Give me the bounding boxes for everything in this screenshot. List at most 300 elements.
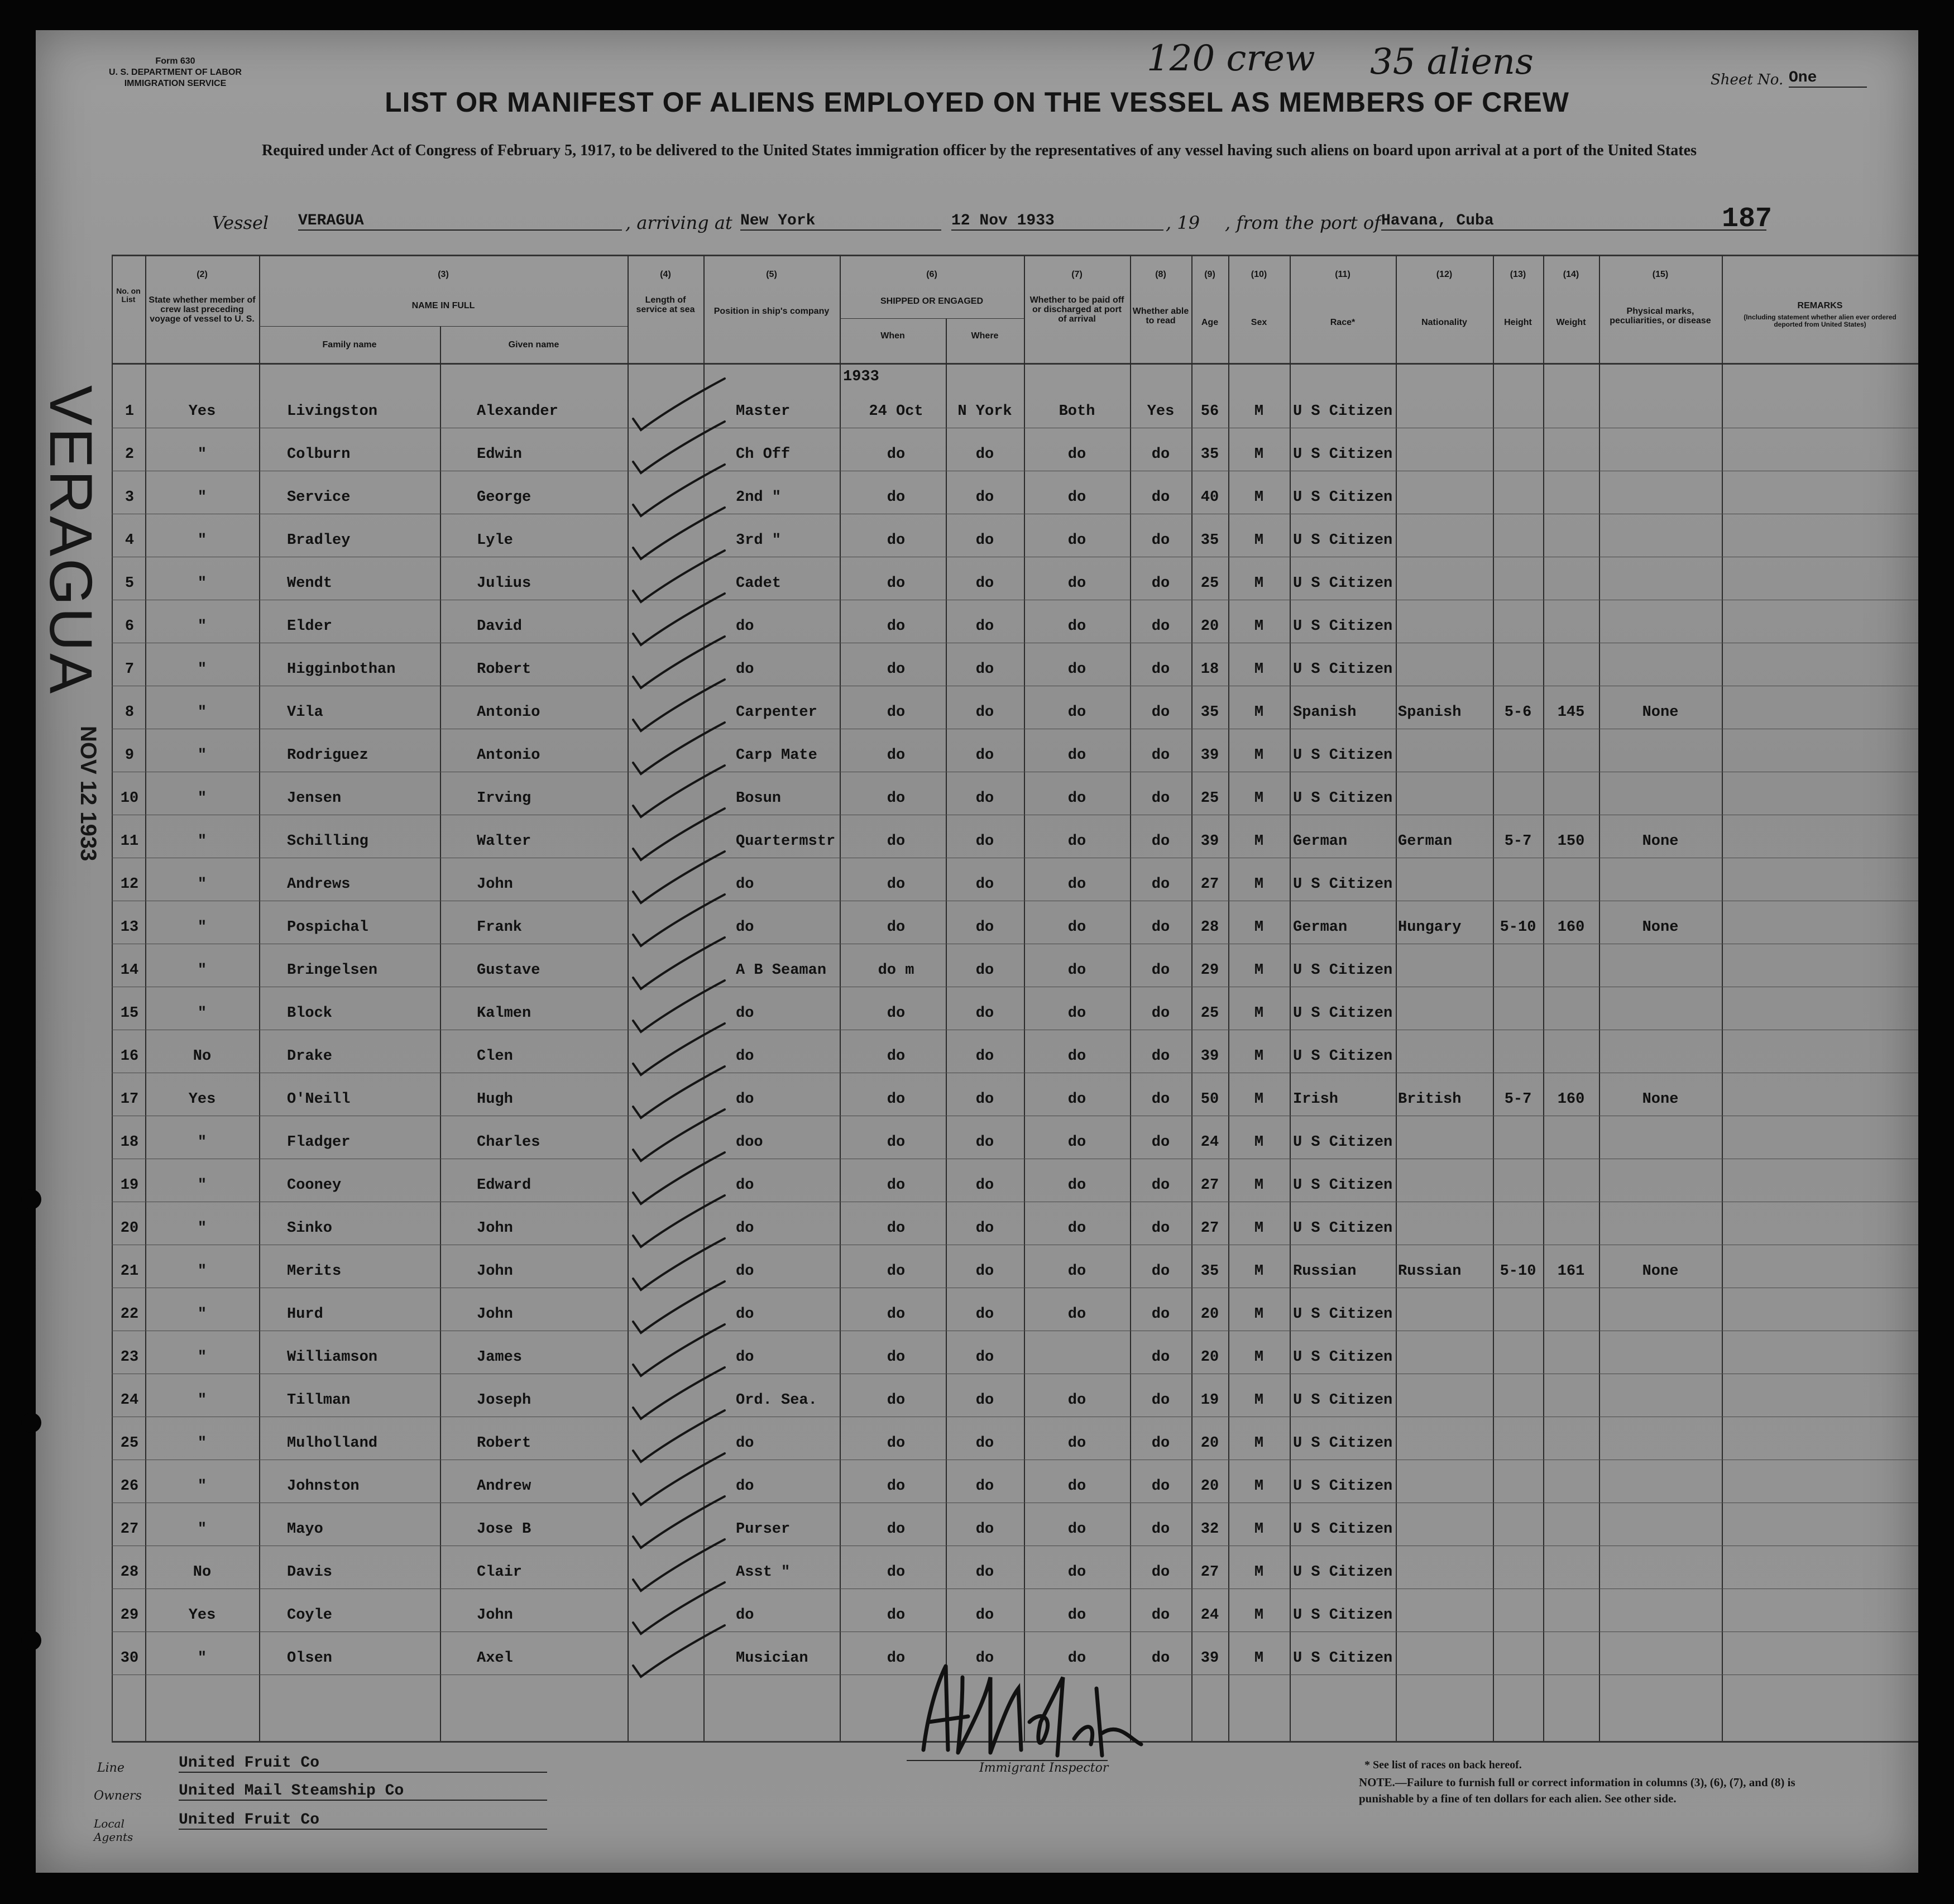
row-number: 13 [120,919,139,936]
line-value: United Fruit Co [179,1754,547,1773]
crew-member-status: " [197,1005,207,1022]
row-number: 10 [120,790,139,807]
row-number: 24 [120,1392,139,1409]
row-number: 16 [120,1048,139,1065]
crew-member-status: " [197,532,207,549]
age: 20 [1200,1306,1219,1323]
age: 24 [1200,1134,1219,1151]
position: do [736,1349,754,1366]
header-shipped-engaged: SHIPPED OR ENGAGED [880,296,984,306]
header-given-name: Given name [508,340,559,350]
able-to-read: do [1151,618,1170,635]
header-list-number: No. on List [116,286,141,304]
paid-off: do [1067,747,1086,764]
race: U S Citizen [1293,1177,1393,1194]
nationality: British [1398,1091,1462,1108]
family-name: Pospichal [287,919,368,936]
paid-off: Both [1059,403,1095,420]
able-to-read: do [1151,1392,1170,1409]
position: Ord. Sea. [736,1392,817,1409]
given-name: Lyle [477,532,513,549]
given-name: Robert [477,661,531,678]
sex: M [1254,790,1264,807]
crew-member-status: " [197,962,207,979]
header-race: Race* [1330,318,1356,327]
handwritten-alien-count: 35 aliens [1370,41,1534,83]
header-col4-number: (4) [660,270,671,279]
header-physical-marks: Physical marks, peculiarities, or disease [1610,307,1711,326]
family-name: Sinko [287,1220,333,1237]
shipped-where: do [975,790,994,807]
weight: 161 [1557,1263,1585,1280]
crew-member-status: " [197,1435,207,1452]
age: 27 [1200,1564,1219,1581]
shipped-when: do [887,1521,906,1538]
given-name: Antonio [477,747,540,764]
physical-marks: None [1642,1091,1679,1108]
shipped-when: do [887,532,906,549]
able-to-read: do [1151,1134,1170,1151]
family-name: Andrews [287,876,351,893]
paid-off: do [1067,661,1086,678]
able-to-read: do [1151,790,1170,807]
able-to-read: do [1151,747,1170,764]
age: 32 [1200,1521,1219,1538]
paid-off: do [1067,833,1086,850]
shipped-where: do [975,1392,994,1409]
shipped-when: do [887,1048,906,1065]
given-name: David [477,618,523,635]
crew-member-status: " [197,1220,207,1237]
position: do [736,1435,754,1452]
race: U S Citizen [1293,1521,1393,1538]
given-name: John [477,1220,513,1237]
sex: M [1254,1048,1264,1065]
given-name: John [477,1306,513,1323]
row-number: 30 [120,1650,139,1667]
family-name: Drake [287,1048,333,1065]
inspector-label: Immigrant Inspector [979,1761,1109,1775]
paid-off: do [1067,575,1086,592]
able-to-read: do [1151,1607,1170,1624]
agents-label: Local Agents [94,1817,133,1844]
shipped-when: do [887,1607,906,1624]
department-label: U. S. DEPARTMENT OF LABOR [109,68,242,77]
able-to-read: do [1151,1478,1170,1495]
able-to-read: do [1151,833,1170,850]
able-to-read: do [1151,661,1170,678]
race: German [1293,833,1348,850]
able-to-read: do [1151,876,1170,893]
given-name: Edwin [477,446,523,463]
nationality: Hungary [1398,919,1462,936]
shipped-where: do [975,833,994,850]
position: Cadet [736,575,782,592]
race: Russian [1293,1263,1357,1280]
paid-off: do [1067,1048,1086,1065]
shipped-where: do [975,1564,994,1581]
given-name: Axel [477,1650,513,1667]
race: U S Citizen [1293,790,1393,807]
able-to-read: do [1151,489,1170,506]
family-name: Mulholland [287,1435,378,1452]
crew-member-status: " [197,704,207,721]
shipped-when: do [887,919,906,936]
position: do [736,1048,754,1065]
header-when: When [880,331,905,341]
page-subtitle: Required under Act of Congress of February 5, 1917, to be delivered to the United States immigration officer by the representatives of any vessel having such aliens on board upon arrival at a port of the United States [262,142,1697,159]
shipped-when: do [887,1478,906,1495]
shipped-when: do [887,1263,906,1280]
able-to-read: do [1151,962,1170,979]
shipped-where: do [975,919,994,936]
paid-off: do [1067,1435,1086,1452]
position: do [736,1263,754,1280]
row-number: 3 [124,489,135,506]
age: 29 [1200,962,1219,979]
age: 24 [1200,1607,1219,1624]
family-name: Tillman [287,1392,351,1409]
shipped-where: do [975,532,994,549]
family-name: Elder [287,618,333,635]
header-weight: Weight [1556,318,1586,327]
given-name: Edward [477,1177,531,1194]
row-number: 21 [120,1263,139,1280]
position: Bosun [736,790,782,807]
shipped-where: do [975,1435,994,1452]
able-to-read: do [1151,1521,1170,1538]
shipped-where: do [975,1521,994,1538]
race: U S Citizen [1293,1306,1393,1323]
age: 25 [1200,790,1219,807]
sex: M [1254,575,1264,592]
race: U S Citizen [1293,1349,1393,1366]
sex: M [1254,876,1264,893]
position: do [736,1177,754,1194]
shipped-where: do [975,1607,994,1624]
sex: M [1254,747,1264,764]
page-title: LIST OR MANIFEST OF ALIENS EMPLOYED ON THE VESSEL AS MEMBERS OF CREW [385,87,1569,118]
given-name: Gustave [477,962,540,979]
header-col13-number: (13) [1510,270,1526,279]
punch-hole [21,1413,41,1433]
family-name: Higginbothan [287,661,396,678]
position: Quartermstr [736,833,836,850]
shipped-where: do [975,1263,994,1280]
shipped-where: do [975,704,994,721]
able-to-read: do [1151,532,1170,549]
age: 27 [1200,876,1219,893]
header-col11-number: (11) [1335,270,1350,279]
family-name: Mayo [287,1521,323,1538]
sex: M [1254,1134,1264,1151]
shipped-when: do [887,489,906,506]
paid-off: do [1067,1564,1086,1581]
physical-marks: None [1642,833,1679,850]
shipped-when: do [887,876,906,893]
row-number: 20 [120,1220,139,1237]
weight: 160 [1557,1091,1585,1108]
race: U S Citizen [1293,876,1393,893]
shipped-when: do [887,1564,906,1581]
given-name: Kalmen [477,1005,531,1022]
sex: M [1254,1607,1264,1624]
shipped-when: do [887,704,906,721]
age: 19 [1200,1392,1219,1409]
family-name: Service [287,489,351,506]
able-to-read: do [1151,1005,1170,1022]
able-to-read: do [1151,1263,1170,1280]
position: Carpenter [736,704,817,721]
family-name: O'Neill [287,1091,351,1108]
height: 5-10 [1500,919,1536,936]
age: 35 [1200,1263,1219,1280]
paid-off: do [1067,1263,1086,1280]
shipped-where: N York [957,403,1012,420]
crew-member-status: " [197,747,207,764]
header-col7-number: (7) [1071,270,1083,279]
age: 39 [1200,833,1219,850]
shipped-when: do [887,833,906,850]
header-length-of-service: Length of service at sea [636,295,695,314]
given-name: Joseph [477,1392,531,1409]
race: U S Citizen [1293,661,1393,678]
sex: M [1254,1220,1264,1237]
nationality: Spanish [1398,704,1462,721]
shipped-where: do [975,446,994,463]
header-height: Height [1504,318,1532,327]
arriving-label: , arriving at [625,212,732,233]
able-to-read: do [1151,1091,1170,1108]
position: doo [736,1134,763,1151]
crew-member-status: " [197,1306,207,1323]
given-name: John [477,1263,513,1280]
header-able-to-read: Whether able to read [1132,307,1189,326]
sex: M [1254,1564,1264,1581]
age: 27 [1200,1177,1219,1194]
crew-member-status: " [197,1392,207,1409]
race: U S Citizen [1293,747,1393,764]
position: do [736,618,754,635]
punch-hole [21,1630,41,1651]
race: U S Citizen [1293,1607,1393,1624]
family-name: Colburn [287,446,351,463]
sex: M [1254,489,1264,506]
sex: M [1254,1005,1264,1022]
arrival-date: 12 Nov 1933 [951,212,1163,231]
header-col9-number: (9) [1204,270,1215,279]
shipped-when: do [887,446,906,463]
given-name: Frank [477,919,523,936]
vessel-label: Vessel [212,212,269,233]
crew-member-status: Yes [188,1607,216,1624]
crew-member-status: " [197,618,207,635]
race: U S Citizen [1293,1048,1393,1065]
family-name: Bradley [287,532,351,549]
row-number: 4 [124,532,135,549]
header-col5-number: (5) [766,270,777,279]
age: 27 [1200,1220,1219,1237]
row-number: 5 [124,575,135,592]
paid-off: do [1067,1650,1086,1667]
shipped-where: do [975,1220,994,1237]
age: 20 [1200,1349,1219,1366]
family-name: Cooney [287,1177,342,1194]
shipped-when: do [887,747,906,764]
crew-member-status: " [197,1650,207,1667]
year-1933: 1933 [843,369,879,385]
punch-hole [21,1189,41,1209]
age: 39 [1200,1048,1219,1065]
paid-off: do [1067,446,1086,463]
position: Purser [736,1521,791,1538]
crew-member-status: " [197,661,207,678]
shipped-when: do [887,1306,906,1323]
header-remarks-note: (Including statement whether alien ever ordered deported from United States) [1744,313,1896,328]
shipped-where: do [975,1478,994,1495]
race: Spanish [1293,704,1357,721]
row-number: 14 [120,962,139,979]
paid-off: do [1067,962,1086,979]
given-name: Robert [477,1435,531,1452]
crew-member-status: " [197,1177,207,1194]
shipped-when: do [887,575,906,592]
handwritten-crew-count: 120 crew [1147,38,1315,79]
shipped-when: do [887,618,906,635]
header-col6-number: (6) [926,270,937,279]
physical-marks: None [1642,704,1679,721]
crew-member-status: " [197,1263,207,1280]
row-number: 19 [120,1177,139,1194]
owners-value: United Mail Steamship Co [179,1782,547,1801]
form-number: Form 630 [155,56,195,66]
paid-off: do [1067,1091,1086,1108]
crew-member-status: " [197,1478,207,1495]
position: do [736,1607,754,1624]
family-name: Hurd [287,1306,323,1323]
sex: M [1254,661,1264,678]
crew-member-status: " [197,833,207,850]
position: do [736,919,754,936]
race: U S Citizen [1293,1005,1393,1022]
shipped-where: do [975,575,994,592]
penalty-note: NOTE.—Failure to furnish full or correct information in columns (3), (6), (7), and (8) is punishable by a fine of ten dollars for each alien. See other side. [1359,1776,1795,1806]
shipped-when: do [887,1392,906,1409]
position: Musician [736,1650,808,1667]
header-col12-number: (12) [1436,270,1453,279]
given-name: George [477,489,531,506]
year-label: , 19 [1166,212,1200,233]
family-name: Johnston [287,1478,360,1495]
row-number: 26 [120,1478,139,1495]
able-to-read: do [1151,1048,1170,1065]
header-remarks: REMARKS [1797,301,1843,310]
race: U S Citizen [1293,446,1393,463]
physical-marks: None [1642,1263,1679,1280]
sex: M [1254,919,1264,936]
sex: M [1254,962,1264,979]
age: 39 [1200,747,1219,764]
given-name: Hugh [477,1091,513,1108]
from-port: Havana, Cuba [1381,212,1766,231]
row-number: 28 [120,1564,139,1581]
age: 20 [1200,1435,1219,1452]
family-name: Block [287,1005,333,1022]
crew-member-status: " [197,1349,207,1366]
given-name: Julius [477,575,531,592]
sex: M [1254,618,1264,635]
family-name: Davis [287,1564,333,1581]
weight: 150 [1557,833,1585,850]
sex: M [1254,1521,1264,1538]
race: U S Citizen [1293,618,1393,635]
able-to-read: Yes [1147,403,1175,420]
race: U S Citizen [1293,1564,1393,1581]
sex: M [1254,446,1264,463]
age: 39 [1200,1650,1219,1667]
family-name: Fladger [287,1134,351,1151]
agents-value: United Fruit Co [179,1811,547,1830]
race: U S Citizen [1293,1392,1393,1409]
age: 50 [1200,1091,1219,1108]
sex: M [1254,532,1264,549]
age: 20 [1200,1478,1219,1495]
age: 35 [1200,704,1219,721]
row-number: 7 [124,661,135,678]
header-col14-number: (14) [1563,270,1579,279]
weight: 145 [1557,704,1585,721]
nationality: Russian [1398,1263,1462,1280]
race: U S Citizen [1293,1220,1393,1237]
row-number: 22 [120,1306,139,1323]
sex: M [1254,833,1264,850]
crew-member-status: Yes [188,1091,216,1108]
header-family-name: Family name [322,340,377,350]
race: U S Citizen [1293,1435,1393,1452]
age: 20 [1200,618,1219,635]
able-to-read: do [1151,1306,1170,1323]
shipped-where: do [975,1306,994,1323]
header-where: Where [971,331,999,341]
shipped-when: do [887,1134,906,1151]
given-name: Irving [477,790,531,807]
physical-marks: None [1642,919,1679,936]
shipped-when: do [887,790,906,807]
position: do [736,1478,754,1495]
family-name: Coyle [287,1607,333,1624]
position: 3rd " [736,532,782,549]
race: U S Citizen [1293,403,1393,420]
crew-member-status: Yes [188,403,216,420]
family-name: Bringelsen [287,962,378,979]
height: 5-10 [1500,1263,1536,1280]
race: Irish [1293,1091,1339,1108]
row-number: 9 [124,747,135,764]
header-nationality: Nationality [1421,318,1467,327]
family-name: Merits [287,1263,342,1280]
paid-off: do [1067,1478,1086,1495]
crew-member-status: " [197,575,207,592]
given-name: Clen [477,1048,513,1065]
shipped-when: do [887,1650,906,1667]
from-port-label: , from the port of [1225,212,1381,233]
given-name: Jose B [477,1521,531,1538]
position: do [736,1220,754,1237]
crew-member-status: No [193,1048,212,1065]
able-to-read: do [1151,1177,1170,1194]
given-name: James [477,1349,523,1366]
shipped-where: do [975,1134,994,1151]
